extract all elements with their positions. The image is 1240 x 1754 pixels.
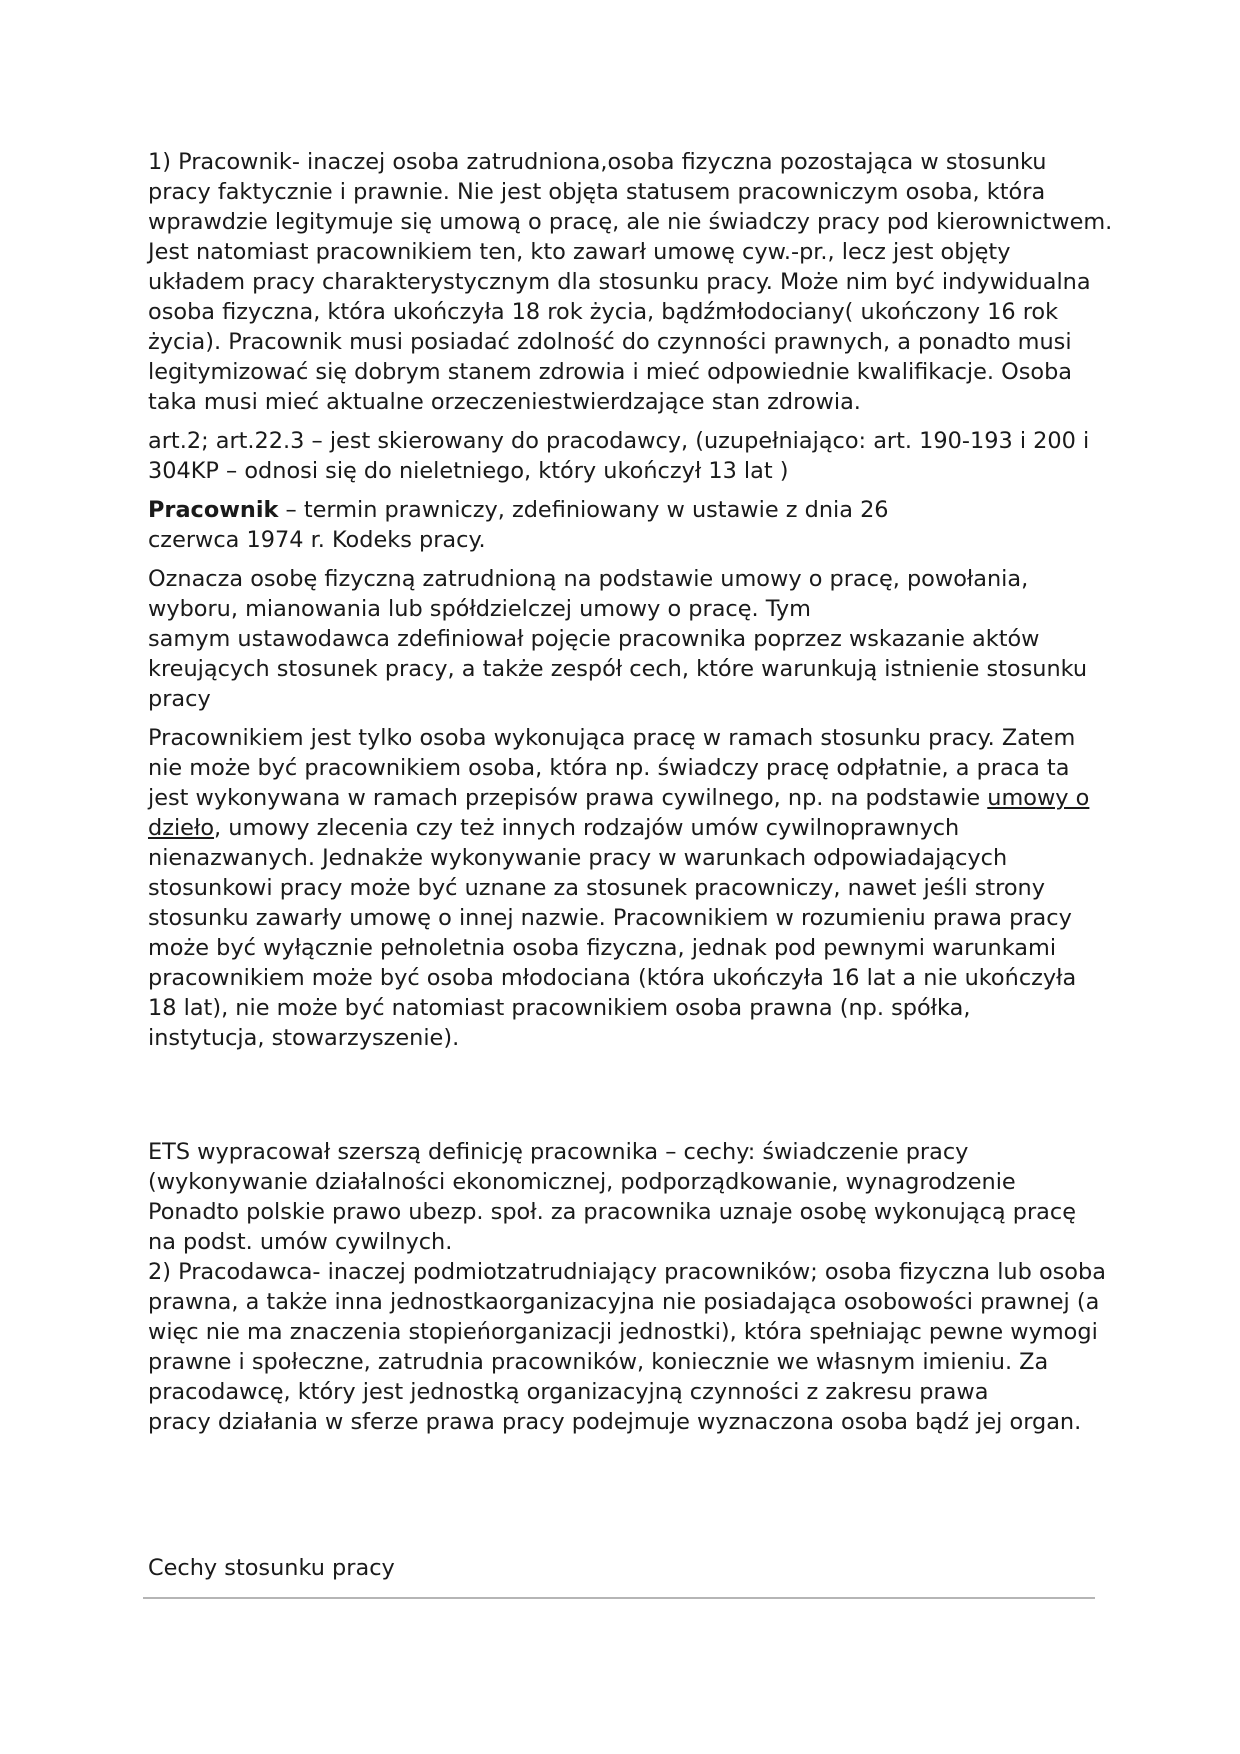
text-segment: jest wykonywana w ramach przepisów prawa cywilnego, np. na podstawie xyxy=(148,785,988,811)
text-line: nienazwanych. Jednakże wykonywanie pracy w warunkach odpowiadających xyxy=(148,845,1008,871)
text-line: Pracownikiem jest tylko osoba wykonująca pracę w ramach stosunku pracy. Zatem xyxy=(148,725,1076,751)
text-line: art.2; art.22.3 – jest skierowany do pracodawcy, (uzupełniająco: art. 190-193 i 200 i xyxy=(148,428,1090,454)
text-line: pracownikiem może być osoba młodociana (która ukończyła 16 lat a nie ukończyła xyxy=(148,965,1077,991)
text-line: prawna, a także inna jednostkaorganizacyjna nie posiadająca osobowości prawnej (a xyxy=(148,1289,1100,1315)
text-line: na podst. umów cywilnych. xyxy=(148,1229,453,1255)
document-page xyxy=(148,147,1113,1583)
paragraph-ets-and-pracodawca xyxy=(148,1137,1106,1437)
text-line: układem pracy charakterystycznym dla stosunku pracy. Może nim być indywidualna xyxy=(148,269,1091,295)
term-definition: – termin prawniczy, zdefiniowany w ustawie z dnia 26 xyxy=(278,497,889,523)
paragraph-pracownik-term xyxy=(148,495,1098,555)
text-line: pracy działania w sferze prawa pracy podejmuje wyznaczona osoba bądź jej organ. xyxy=(148,1409,1082,1435)
paragraph-article-references xyxy=(148,426,1098,486)
text-line: stosunku zawarły umowę o innej nazwie. Pracownikiem w rozumieniu prawa pracy xyxy=(148,905,1072,931)
text-line: 2) Pracodawca- inaczej podmiotzatrudniający pracowników; osoba fizyczna lub osoba xyxy=(148,1259,1106,1285)
text-line: 18 lat), nie może być natomiast pracownikiem osoba prawna (np. spółka, xyxy=(148,995,971,1021)
text-line: prawne i społeczne, zatrudnia pracowników, koniecznie we własnym imieniu. Za xyxy=(148,1349,1049,1375)
horizontal-divider xyxy=(143,1597,1095,1599)
text-line: taka musi mieć aktualne orzeczeniestwierdzające stan zdrowia. xyxy=(148,389,861,415)
text-line: osoba fizyczna, która ukończyła 18 rok życia, bądźmłodociany( ukończony 16 rok xyxy=(148,299,1059,325)
text-line: wprawdzie legitymuje się umową o pracę, ale nie świadczy pracy pod kierownictwem. xyxy=(148,209,1113,235)
text-line: 304KP – odnosi się do nieletniego, który ukończył 13 lat ) xyxy=(148,458,789,484)
text-line: wyboru, mianowania lub spółdzielczej umowy o pracę. Tym xyxy=(148,596,811,622)
term-bold: Pracownik xyxy=(148,497,279,523)
text-line: więc nie ma znaczenia stopieńorganizacji jednostki), która spełniając pewne wymogi xyxy=(148,1319,1098,1345)
text-line: stosunkowi pracy może być uznane za stosunek pracowniczy, nawet jeśli strony xyxy=(148,875,1045,901)
umowa-o-dzielo-link[interactable]: umowy o xyxy=(987,785,1090,811)
text-line: (wykonywanie działalności ekonomicznej, podporządkowanie, wynagrodzenie xyxy=(148,1169,1016,1195)
text-line: czerwca 1974 r. Kodeks pracy. xyxy=(148,527,486,553)
text-line: Ponadto polskie prawo ubezp. społ. za pracownika uznaje osobę wykonującą pracę xyxy=(148,1199,1076,1225)
text-line xyxy=(148,495,1098,525)
text-line: pracodawcę, który jest jednostką organizacyjną czynności z zakresu prawa xyxy=(148,1379,989,1405)
text-line: legitymizować się dobrym stanem zdrowia i mieć odpowiednie kwalifikacje. Osoba xyxy=(148,359,1073,385)
paragraph-pracownikiem-jest xyxy=(148,723,1098,1053)
text-line: kreujących stosunek pracy, a także zespół cech, które warunkują istnienie stosunku xyxy=(148,656,1088,682)
section-heading-cechy xyxy=(148,1553,1098,1583)
section-heading: Cechy stosunku pracy xyxy=(148,1555,395,1581)
paragraph-pracownik-definition xyxy=(148,147,1113,417)
text-line: Jest natomiast pracownikiem ten, kto zawarł umowę cyw.-pr., lecz jest objęty xyxy=(148,239,1011,265)
text-line: 1) Pracownik- inaczej osoba zatrudniona,osoba fizyczna pozostająca w stosunku xyxy=(148,149,1047,175)
text-line: Oznacza osobę fizyczną zatrudnioną na podstawie umowy o pracę, powołania, xyxy=(148,566,1029,592)
text-line: ETS wypracował szerszą definicję pracownika – cechy: świadczenie pracy xyxy=(148,1139,969,1165)
text-line: samym ustawodawca zdefiniował pojęcie pracownika poprzez wskazanie aktów xyxy=(148,626,1040,652)
text-line: pracy faktycznie i prawnie. Nie jest objęta statusem pracowniczym osoba, która xyxy=(148,179,1046,205)
text-line: nie może być pracownikiem osoba, która np. świadczy pracę odpłatnie, a praca ta xyxy=(148,755,1070,781)
text-line: instytucja, stowarzyszenie). xyxy=(148,1025,460,1051)
text-line: może być wyłącznie pełnoletnia osoba fizyczna, jednak pod pewnymi warunkami xyxy=(148,935,1057,961)
text-line: pracy xyxy=(148,686,211,712)
text-line xyxy=(148,783,1098,813)
text-segment: , umowy zlecenia czy też innych rodzajów umów cywilnoprawnych xyxy=(214,815,960,841)
text-line xyxy=(148,813,1098,843)
umowa-o-dzielo-link-continued[interactable]: dzieło xyxy=(148,815,215,841)
text-line: życia). Pracownik musi posiadać zdolność do czynności prawnych, a ponadto musi xyxy=(148,329,1072,355)
paragraph-oznacza xyxy=(148,564,1098,714)
